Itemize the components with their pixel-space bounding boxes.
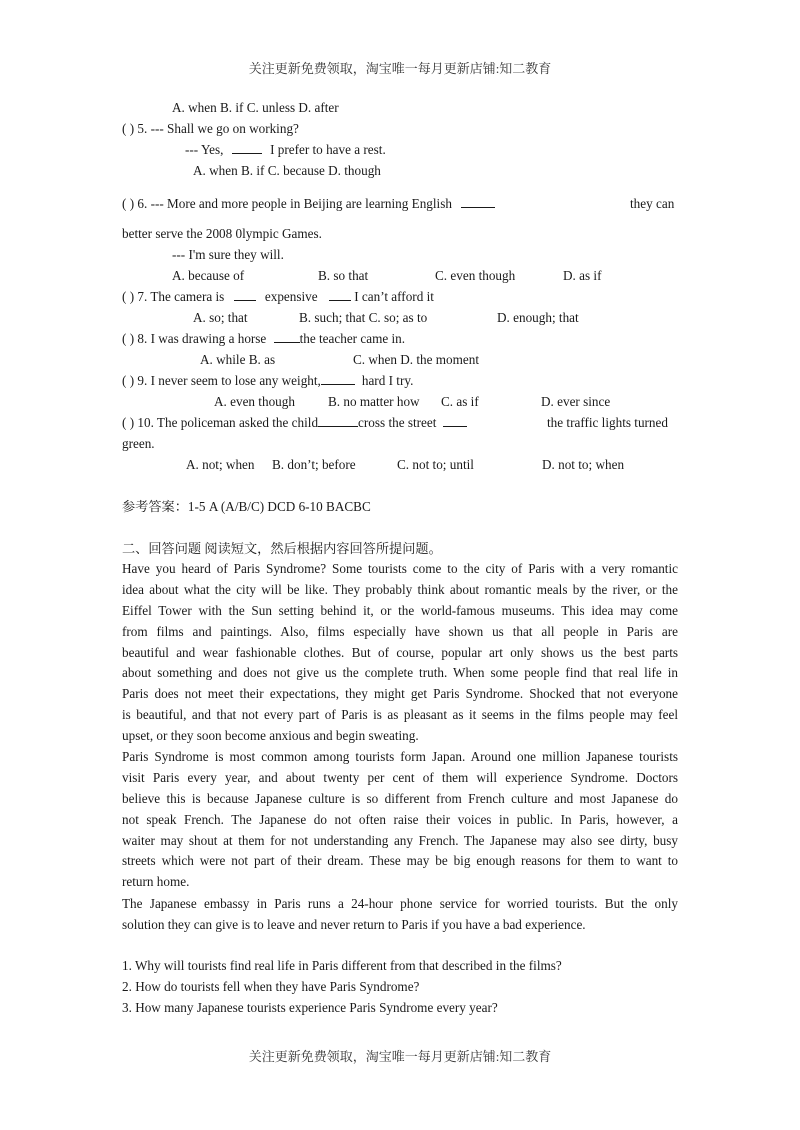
q6-question	[122, 195, 495, 213]
passage-line: return home.	[122, 874, 190, 890]
q9-option-a: A. even though	[214, 394, 295, 409]
q10-option-a: A. not; when	[186, 457, 255, 472]
passage-line: beautiful and wear fashionable clothes. But of course, popular art only shows us the best parts	[122, 644, 678, 660]
q7-option-bc: B. such; that C. so; as to	[299, 310, 428, 325]
passage-line: upset, or they soon become anxious and begin sweating.	[122, 728, 419, 744]
passage-line: Paris does not meet their expectations, they might get Paris Syndrome. Shocked that not everyone	[122, 686, 678, 702]
passage-line: from films and paintings. Also, films especially have shown us that all people in Paris are	[122, 623, 678, 639]
q10-question	[122, 414, 473, 432]
q7-blank-1	[234, 288, 256, 301]
q8-question	[122, 330, 405, 348]
passage-line: streets which were not part of their dream. These may be big enough reasons for them to want to	[122, 853, 678, 869]
q8-part2: the teacher came in.	[299, 331, 406, 346]
passage-line: waiter may shout at them for not understanding any French. The Japanese may also see dirty, busy	[122, 832, 678, 848]
q10-option-b: B. don’t; before	[272, 457, 356, 472]
passage-paragraph-1	[122, 559, 678, 747]
q10-part3: the traffic lights turned	[547, 415, 668, 430]
q10-option-d: D. not to; when	[542, 457, 625, 472]
q10-option-c: C. not to; until	[397, 457, 474, 472]
q6-option-a: A. because of	[172, 268, 245, 283]
q8-blank	[274, 330, 300, 343]
q7-question	[122, 288, 434, 306]
page-footer: 关注更新免费领取，淘宝唯一每月更新店铺:知二教育	[248, 1049, 552, 1064]
q5-answer-suffix: I prefer to have a rest.	[270, 142, 386, 157]
q9-question	[122, 372, 413, 390]
passage-line: Eiffel Tower with the Sun setting behind it, or the world-famous museums. This idea may come	[122, 602, 678, 618]
question-3: 3. How many Japanese tourists experience Paris Syndrome every year?	[122, 1000, 498, 1015]
q9-blank	[321, 372, 355, 385]
page-header: 关注更新免费领取，淘宝唯一每月更新店铺:知二教育	[248, 61, 552, 76]
q5-options: A. when B. if C. because D. though	[193, 163, 381, 178]
passage-line: is beautiful, and that not every part of Paris is as pleasant as it seems in the films people may feel	[122, 707, 678, 723]
q6-blank	[461, 195, 495, 208]
question-2: 2. How do tourists fell when they have Paris Syndrome?	[122, 979, 420, 994]
question-1: 1. Why will tourists find real life in Paris different from that described in the films?	[122, 958, 562, 973]
q6-option-b: B. so that	[318, 268, 369, 283]
q7-part1: ( ) 7. The camera is	[122, 289, 225, 304]
q6-question-left: ( ) 6. --- More and more people in Beijing are learning English	[122, 196, 452, 211]
passage-line: solution they can give is to leave and never return to Paris if you have a bad experience.	[122, 916, 586, 932]
q9-option-b: B. no matter how	[328, 394, 420, 409]
q10-blank-2	[443, 414, 467, 427]
passage-line: Have you heard of Paris Syndrome? Some tourists come to the city of Paris with a very romantic	[122, 561, 678, 576]
q5-question: ( ) 5. --- Shall we go on working?	[122, 121, 299, 136]
passage-line: Paris Syndrome is most common among tourists form Japan. Around one million Japanese tourists	[122, 749, 678, 764]
q9-part1: ( ) 9. I never seem to lose any weight,	[122, 373, 321, 388]
q6-question-right: they can	[630, 196, 675, 211]
q10-line2: green.	[122, 436, 155, 451]
passage-paragraph-2	[122, 747, 678, 893]
passage-line: idea about what the city will be like. They probably think about romantic meals by the river, or the	[122, 581, 678, 597]
q4-options: A. when B. if C. unless D. after	[172, 100, 339, 115]
q5-answer-line	[185, 141, 386, 159]
q6-line3: --- I'm sure they will.	[172, 247, 284, 262]
passage-line: visit Paris every year, and about twenty per cent of them will experience Syndrome. Doctors	[122, 769, 678, 785]
q9-part2: hard I try.	[361, 373, 414, 388]
passage-line: believe this is because Japanese culture is so different from French culture and most Japanese do	[122, 790, 678, 806]
q8-option-ab: A. while B. as	[200, 352, 276, 367]
q6-line2: better serve the 2008 0lympic Games.	[122, 226, 322, 241]
q7-option-a: A. so; that	[193, 310, 248, 325]
q8-option-cd: C. when D. the moment	[353, 352, 479, 367]
answer-key: 参考答案：1-5 A (A/B/C) DCD 6-10 BACBC	[122, 499, 371, 514]
q6-option-d: D. as if	[563, 268, 602, 283]
q8-part1: ( ) 8. I was drawing a horse	[122, 331, 267, 346]
q9-option-d: D. ever since	[541, 394, 611, 409]
passage-paragraph-3	[122, 894, 678, 936]
q7-option-d: D. enough; that	[497, 310, 579, 325]
passage-line: The Japanese embassy in Paris runs a 24-hour phone service for worried tourists. But the only	[122, 896, 678, 911]
q7-blank-2	[329, 288, 351, 301]
q10-blank-1	[318, 414, 358, 427]
q10-part2: cross the street	[358, 415, 437, 430]
q7-part2: expensive	[264, 289, 318, 304]
section-2-title: 二、回答问题 阅读短文，然后根据内容回答所提问题。	[122, 541, 442, 556]
passage-line: not speak French. The Japanese do not often raise their voices in public. In Paris, however, a	[122, 811, 678, 827]
q6-option-c: C. even though	[435, 268, 516, 283]
q5-blank	[232, 141, 262, 154]
passage-line: about something and does not give us the complete truth. When some people find that real life in	[122, 665, 678, 681]
q5-answer-prefix: --- Yes,	[185, 142, 224, 157]
q10-part1: ( ) 10. The policeman asked the child	[122, 415, 319, 430]
q9-option-c: C. as if	[441, 394, 479, 409]
q7-part3: I can’t afford it	[354, 289, 434, 304]
